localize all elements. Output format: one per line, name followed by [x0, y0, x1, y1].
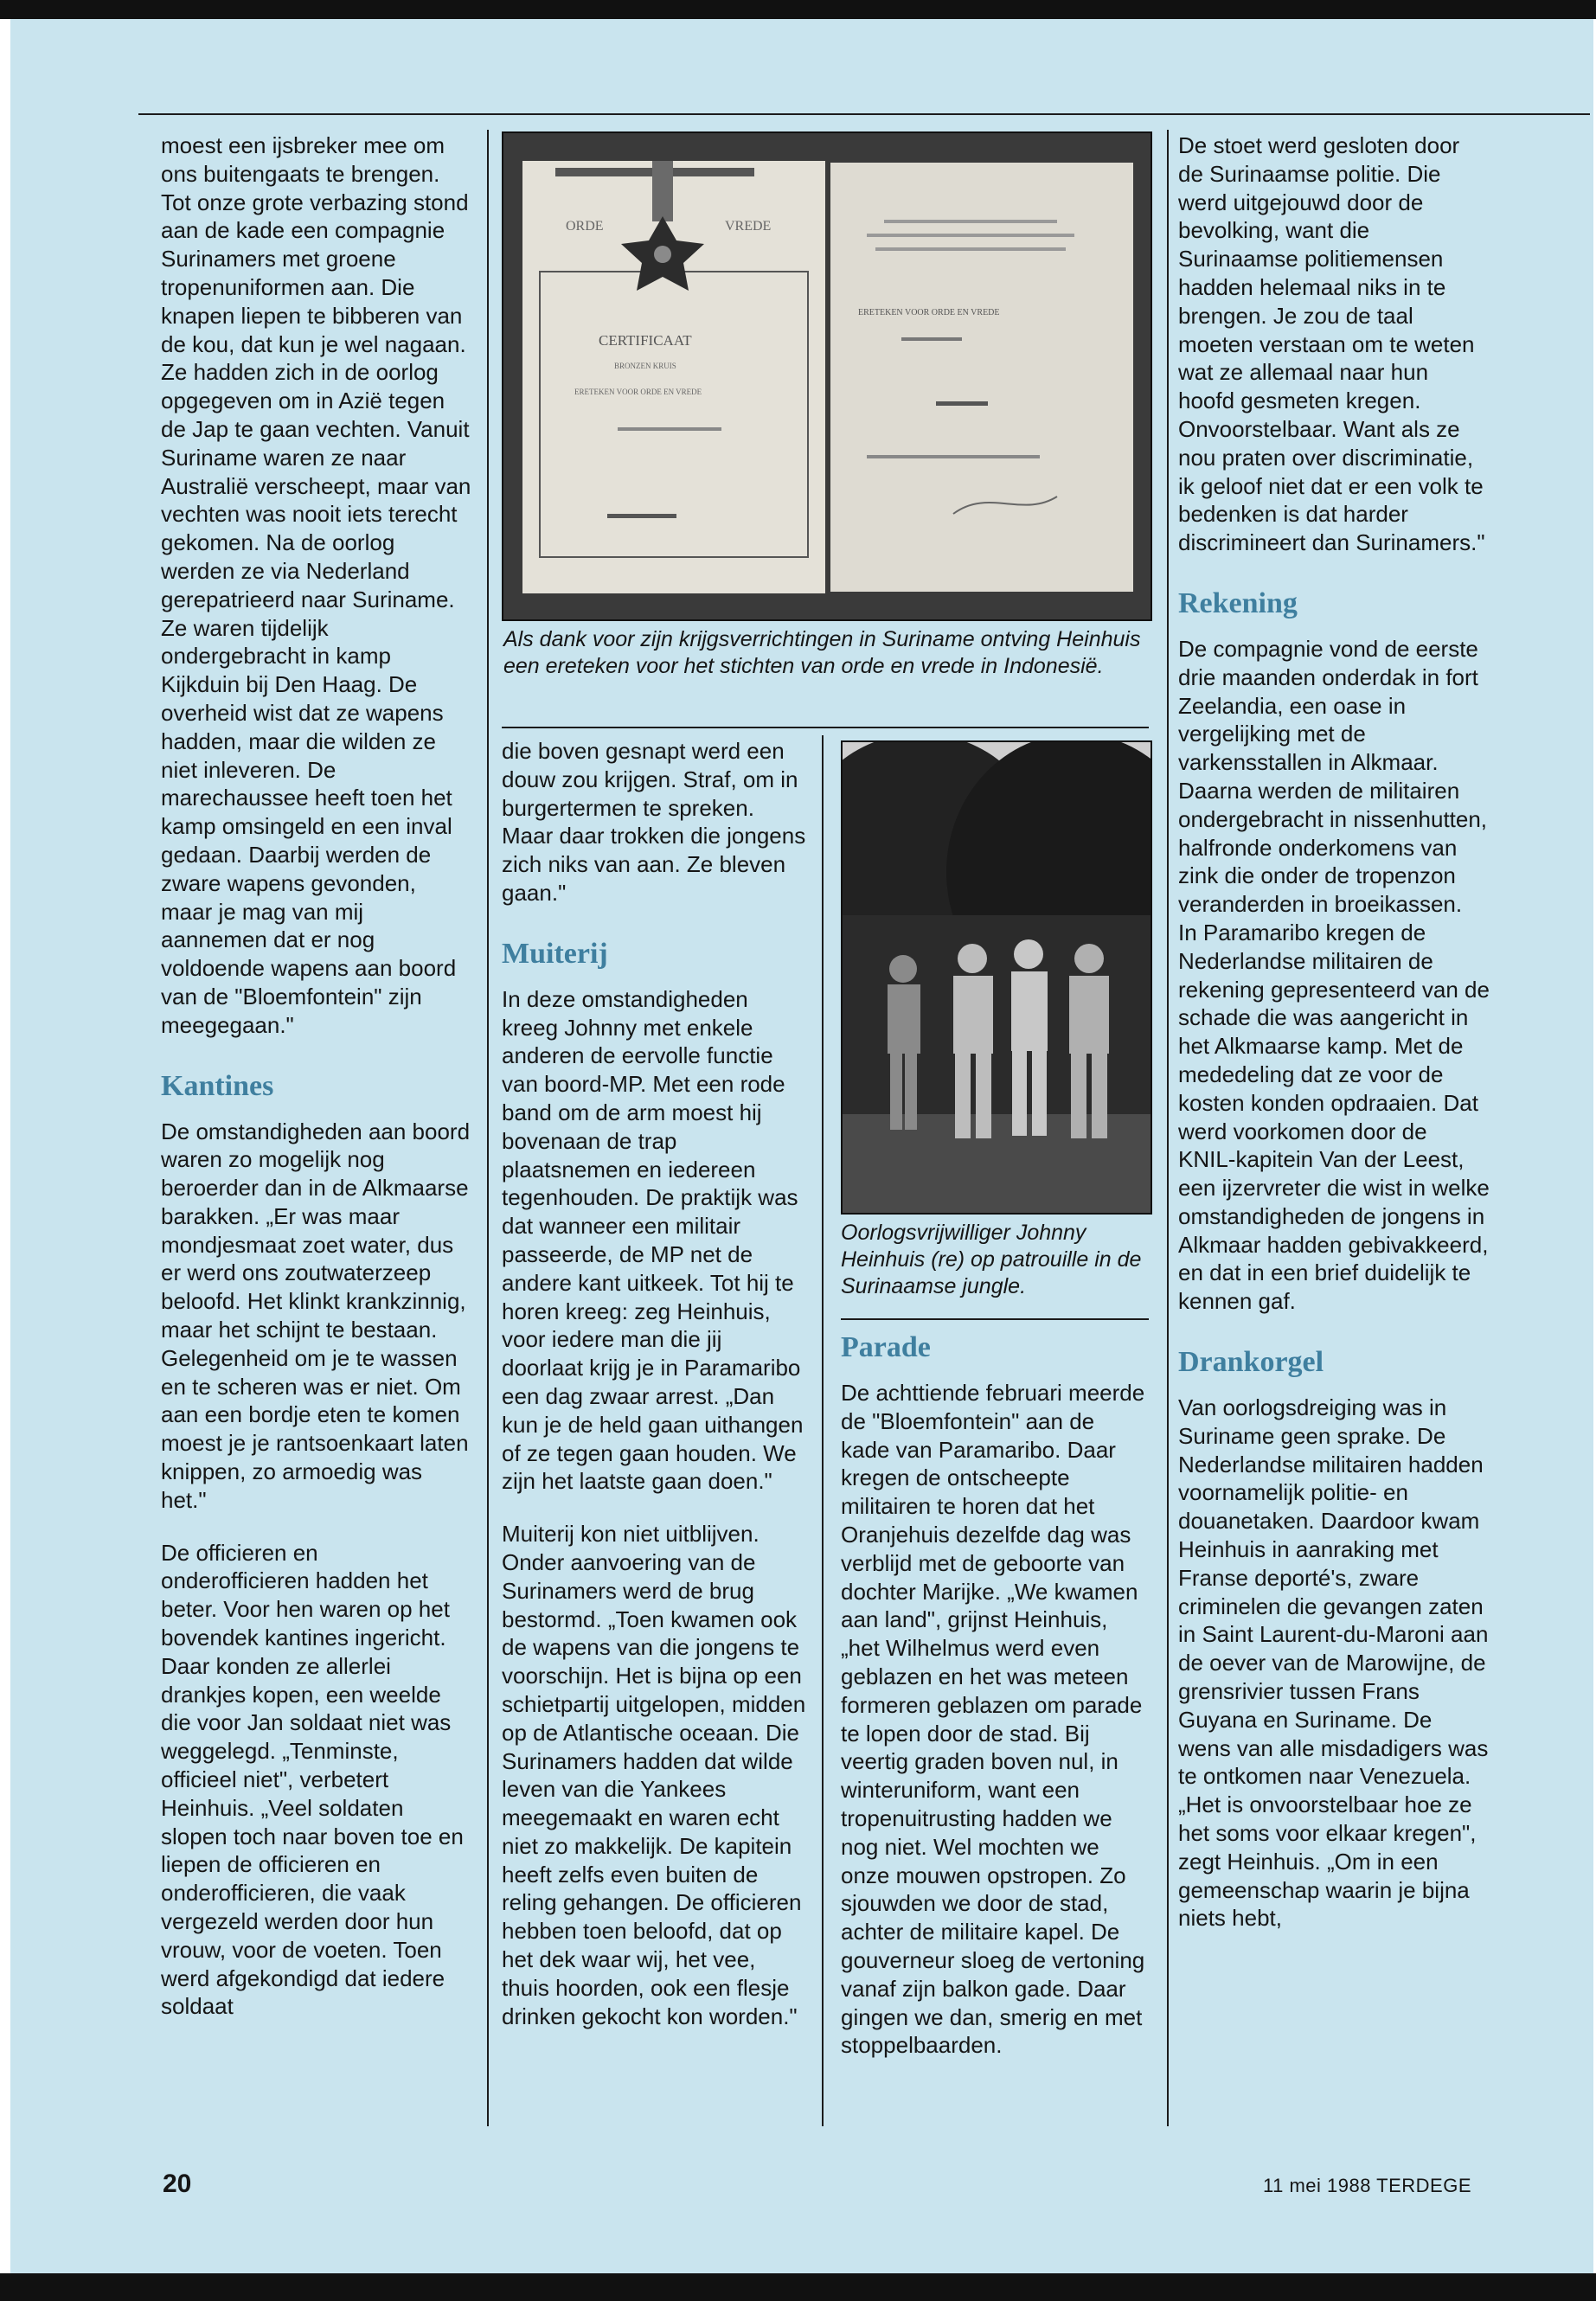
certificate-title: CERTIFICAAT [599, 332, 692, 349]
paragraph: In Paramaribo kregen de Nederlandse militairen de rekening gepresenteerd van de schade die was aangericht in het Alkmaarse kamp. Met de mededeling dat ze voor de kosten konden opdraaien. Dat werd voorkomen door de KNIL-kapitein Van der Leest, een ijzervreter die wist in welke omstandigheden de jongens in Alkmaar hadden gebivakkeerd, en dat in een brief duidelijk te kennen gaf. [1178, 919, 1490, 1315]
paragraph: die boven gesnapt werd een douw zou krijgen. Straf, om in burgertermen te spreken. Maar daar trokken die jongens zich niks van aan. Ze bleven gaan." [502, 738, 806, 906]
column-2 [502, 737, 809, 2030]
photo-jungle-patrol [841, 740, 1152, 1215]
certificate-line: BRONZEN KRUIS [614, 362, 676, 370]
paragraph: Muiterij kon niet uitblijven. Onder aanvoering van de Surinamers werd de brug bestormd. „Toen kwamen ook de wapens van die jongens te voorschijn. Het is bijna op een schietpartij uitgelopen, midden op de Atlantische oceaan. Die Surinamers hadden dat wilde leven van die Yankees meegemaakt en waren echt niet zo makkelijk. De kapitein heeft zelfs even buiten de reling gehangen. De officieren hebben toen beloofd, dat op het dek waar wij, het vee, thuis hoorden, ook een flesje drinken gekocht kon worden." [502, 1521, 806, 2029]
column-divider-2 [822, 735, 824, 2126]
caption-rule [502, 727, 1149, 728]
photo-certificate [502, 131, 1152, 621]
column-1 [161, 131, 472, 2021]
paragraph: De officieren en onderofficieren hadden het beter. Voor hen waren op het bovendek kantines ingericht. Daar konden ze allerlei drankjes kopen, een weelde die voor Jan soldaat niet was weggelegd. „Tenminste, officieel niet", verbetert Heinhuis. „Veel soldaten slopen toch naar boven toe en liepen de officieren en onderofficieren, die vaak vergezeld werden door hun vrouw, voor de voeten. Toen werd afgekondigd dat iedere soldaat [161, 1539, 464, 2020]
paragraph: De omstandigheden aan boord waren zo mogelijk nog beroerder dan in de Alkmaarse barakken. „Er was maar mondjesmaat zoet water, dus er werd ons zoutwaterzeep beloofd. Het klinkt krankzinnig, maar het schijnt te bestaan. Gelegenheid om je te wassen en te scheren was er niet. Om aan een bordje eten te komen moest je je rantsoenkaart laten knippen, zo armoedig was het." [161, 1118, 471, 1513]
bottom-scan-border [0, 2273, 1596, 2301]
right-page-title: ERETEKEN VOOR ORDE EN VREDE [858, 308, 1000, 317]
paragraph: Van oorlogsdreiging was in Suriname geen sprake. De Nederlandse militairen hadden voornamelijk politie- en douanetaken. Daardoor kwam Heinhuis in aanraking met Franse deporté's, zware criminelen die gevangen zaten in Saint Laurent-du-Maroni aan de oever van de Marowijne, de grensrivier tussen Frans Guyana en Suriname. De wens van alle misdadigers was te ontkomen naar Venezuela. [1178, 1394, 1489, 1790]
paragraph: In deze omstandigheden kreeg Johnny met enkele anderen de eervolle functie van boord-MP. Met een rode band om de arm moest hij bovenaan de trap plaatsnemen en iedereen tegenhouden. De praktijk was dat wanneer een militair passeerde, de MP net de andere kant uitkeek. Tot hij te horen kreeg: zeg Heinhuis, voor iedere man die jij doorlaat krijg je in Paramaribo een dag zwaar arrest. „Dan kun je de held gaan uithangen of ze tegen gaan houden. We zijn het laatste gaan doen." [502, 985, 804, 1495]
column-divider-1 [487, 130, 489, 2126]
paragraph: De compagnie vond de eerste drie maanden onderdak in fort Zeelandia, een oase in vergelijking met de varkensstallen in Alkmaar. Daarna werden de militairen ondergebracht in nissenhutten, halfronde onderkomens van zink die onder de tropenzon veranderden in broeikassen. [1178, 635, 1488, 918]
paragraph: De achttiende februari meerde de "Bloemfontein" aan de kade van Paramaribo. Daar kregen de ontscheepte militairen te horen dat het Oranjehuis dezelfde dag was verblijd met de geboorte van dochter Marijke. „We kwamen aan land", grijnst Heinhuis, „het Wilhelmus werd even geblazen en het was meteen formeren geblazen om parade te lopen door de stad. Bij veertig graden boven nul, in winteruniform, want een tropenuitrusting hadden we nog niet. Wel mochten we onze mouwen opstropen. Zo sjouwden we door de stad, achter de militaire kapel. De gouverneur sloeg de vertoning vanaf zijn balkon gade. Daar gingen we dan, smerig en met stoppelbaarden. [841, 1380, 1145, 2059]
medal-center [654, 246, 671, 263]
ribbon-word-left: ORDE [566, 219, 604, 234]
certificate-image [503, 133, 1151, 619]
medal-ribbon [652, 161, 673, 221]
right-page-name-line [936, 401, 988, 406]
paragraph: „Het is onvoorstelbaar hoe ze het soms voor elkaar kregen", zegt Heinhuis. „Om in een gemeenschap waarin je bijna niets hebt, [1178, 1791, 1477, 1932]
certificate-name-line [607, 514, 676, 518]
right-page-text-line [867, 455, 1040, 458]
ribbon-word-right: VREDE [725, 219, 772, 234]
column-3 [841, 1301, 1149, 2060]
page-number: 20 [163, 2170, 192, 2198]
top-scan-border [0, 0, 1596, 19]
column-divider-3 [1167, 130, 1169, 2126]
paragraph: moest een ijsbreker mee om ons buitengaats te brengen. Tot onze grote verbazing stond aan de kade een compagnie Surinamers met groene tropenuniformen aan. Die knapen liepen te bibberen van de kou, dat kun je wel nagaan. Ze hadden zich in de oorlog opgegeven om in Azië tegen de Jap te gaan vechten. Vanuit Suriname waren ze naar Australië verscheept, maar van vechten was nooit iets terecht gekomen. Na de oorlog werden ze via Nederland gerepatrieerd naar Suriname. Ze waren tijdelijk ondergebracht in kamp Kijkduin bij Den Haag. De overheid wist dat ze wapens hadden, maar die wilden ze niet inleveren. De marechaussee heeft toen het kamp omsingeld en een inval gedaan. Daarbij werden de zware wapens gevonden, maar je mag van mij aannemen dat er nog voldoende wapens aan boord van de "Bloemfontein" zijn meegegaan." [161, 132, 471, 1038]
certificate-line: ERETEKEN VOOR ORDE EN VREDE [574, 388, 702, 396]
right-page-text-line [867, 234, 1074, 237]
subheading-muiterij: Muiterij [502, 937, 608, 970]
caption-certificate: Als dank voor zijn krijgsverrichtingen in Suriname ontving Heinhuis een ereteken voor het stichten van orde en vrede in Indonesië. [503, 627, 1141, 678]
paragraph: De stoet werd gesloten door de Surinaamse politie. Die werd uitgejouwd door de bevolking, want die Surinaamse politiemensen hadden helemaal niks in te brengen. Je zou de taal moeten verstaan om te weten wat ze allemaal naar hun hoofd gesmeten kregen. Onvoorstelbaar. Want als ze nou praten over discriminatie, ik geloof niet dat er een volk te bedenken is dat harder discrimineert dan Surinamers." [1178, 132, 1485, 556]
right-page-text-line [901, 337, 962, 341]
right-page-text-line [884, 220, 1057, 223]
subheading-drankorgel: Drankorgel [1178, 1346, 1324, 1379]
subheading-kantines: Kantines [161, 1069, 274, 1102]
footer-issue-date: 11 mei 1988 TERDEGE [1263, 2175, 1472, 2196]
caption-jungle-patrol: Oorlogsvrijwilliger Johnny Heinhuis (re) op patrouille in de Surinaamse jungle. [841, 1221, 1142, 1298]
subheading-parade: Parade [841, 1331, 931, 1363]
subheading-rekening: Rekening [1178, 586, 1298, 619]
patrol-image [843, 742, 1151, 1213]
right-page-text-line [875, 247, 1066, 251]
top-rule [138, 113, 1590, 115]
certificate-right-page [830, 163, 1133, 592]
column-4 [1178, 131, 1490, 1932]
certificate-text-line [618, 427, 721, 431]
